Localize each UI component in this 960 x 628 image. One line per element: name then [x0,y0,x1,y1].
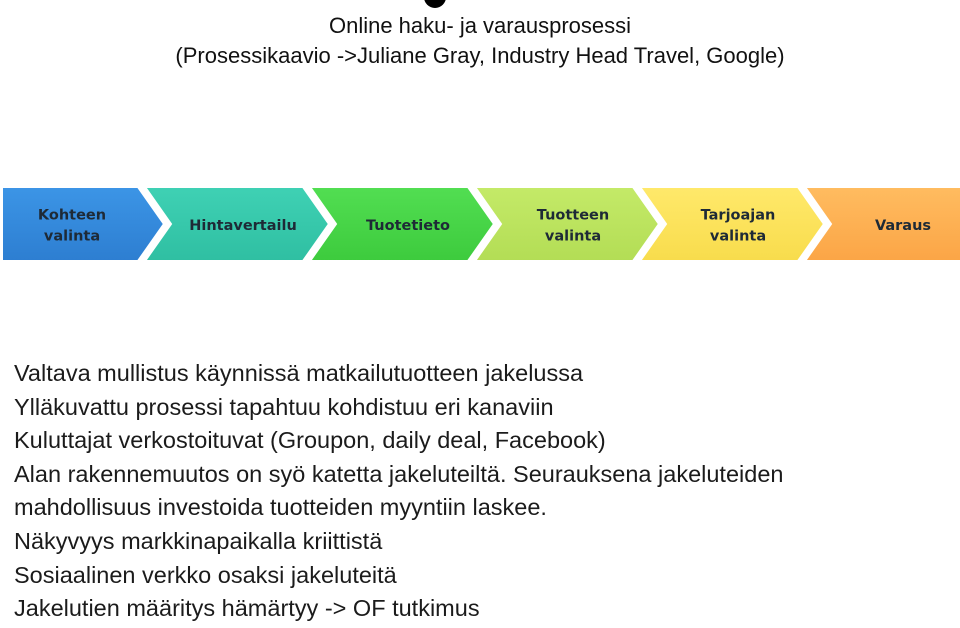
process-step-label: valinta [544,228,602,245]
bullet-item: Näkyvyys markkinapaikalla kriittistä [14,527,383,554]
process-step-label: Varaus [874,218,932,234]
bullet-list [14,357,954,626]
process-step-label: Tarjoajan [700,207,776,224]
process-step [805,187,960,261]
bullet-item: Ylläkuvattu prosessi tapahtuu kohdistuu eri kanaviin [14,393,554,420]
chevron-shape [2,187,164,261]
bullet-item: Jakelutien määritys hämärtyy -> OF tutkimus [14,595,480,622]
process-step [640,187,824,261]
bullet-item: Valtava mullistus käynnissä matkailutuotteen jakelussa [14,360,584,386]
process-step [2,187,164,261]
process-diagram [0,186,960,262]
process-step [475,187,659,261]
bullet-item: Kuluttajat verkostoituvat (Groupon, daily deal, Facebook) [14,427,606,454]
bullet-item: Sosiaalinen verkko osaksi jakeluteitä [14,561,397,588]
process-step-label: valinta [709,228,767,245]
chevron-shape [475,187,659,261]
bullet-item: Alan rakennemuutos on syö katetta jakeluteiltä. Seurauksena jakeluteiden [14,460,784,487]
process-step-label: Tuotetieto [366,218,450,234]
process-step-label: Tuotteen [536,207,610,224]
bullet-item: mahdollisuus investoida tuotteiden myyntiin laskee. [14,494,547,521]
process-step-label: Hintavertailu [189,218,297,234]
title-fragment [424,0,446,8]
subtitle-line-2: (Prosessikaavio ->Juliane Gray, Industry Head Travel, Google) [175,43,785,68]
process-step-label: valinta [43,228,101,245]
chevron-shape [640,187,824,261]
process-step [310,187,494,261]
process-step-label: Kohteen [37,207,107,224]
subtitle-line-1: Online haku- ja varausprosessi [328,13,632,38]
process-step [145,187,329,261]
